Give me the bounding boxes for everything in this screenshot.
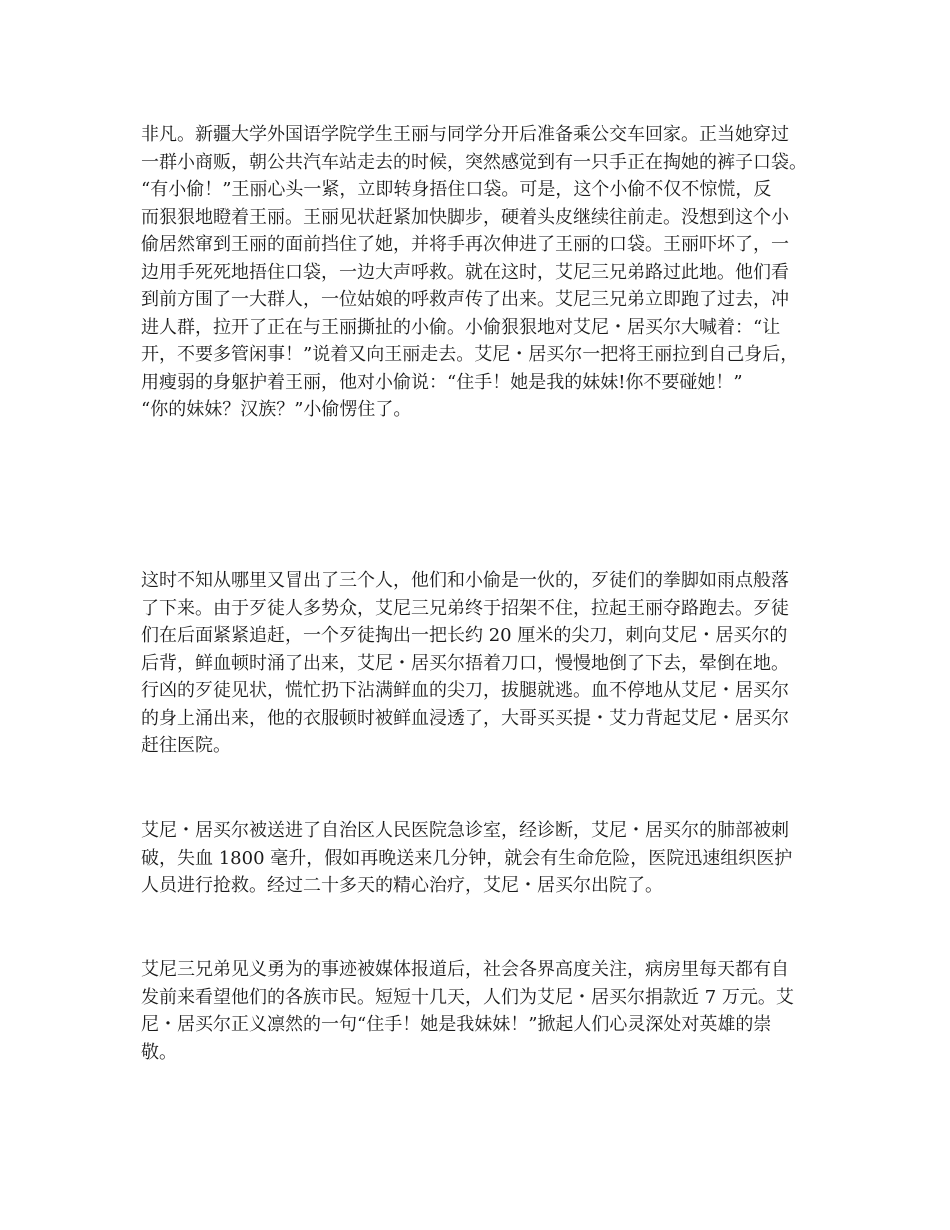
text-line: 赶往医院。 (141, 735, 231, 756)
text-line: “你的妹妹？汉族？”小偷愣住了。 (141, 399, 412, 420)
text-line: 偷居然窜到王丽的面前挡住了她，并将手再次伸进了王丽的口袋。王丽吓坏了，一 (141, 234, 789, 255)
text-line: 艾尼・居买尔被送进了自治区人民医院急诊室，经诊断，艾尼・居买尔的肺部被刺 (141, 820, 789, 841)
text-line: 了下来。由于歹徒人多势众，艾尼三兄弟终于招架不住，拉起王丽夺路跑去。歹徒 (141, 597, 789, 619)
text-line: 到前方围了一大群人，一位姑娘的呼救声传了出来。艾尼三兄弟立即跑了过去，冲 (141, 289, 789, 310)
paragraph-4 (141, 956, 831, 1066)
text-line: 的身上涌出来，他的衣服顿时被鲜血浸透了，大哥买买提・艾力背起艾尼・居买尔 (141, 707, 789, 729)
text-line: 敬。 (141, 1041, 177, 1063)
text-line: 而狠狠地瞪着王丽。王丽见状赶紧加快脚步，硬着头皮继续往前走。没想到这个小 (141, 206, 789, 228)
text-line: 进人群，拉开了正在与王丽撕扯的小偷。小偷狠狠地对艾尼・居买尔大喊着：“让 (141, 316, 781, 338)
text-line: 发前来看望他们的各族市民。短短十几天，人们为艾尼・居买尔捐款近 7 万元。艾 (141, 986, 794, 1008)
text-line: 开，不要多管闲事！”说着又向王丽走去。艾尼・居买尔一把将王丽拉到自己身后， (141, 344, 799, 365)
text-line: 用瘦弱的身躯护着王丽，他对小偷说：“住手！她是我的妹妹!你不要碰她！” (141, 371, 743, 393)
text-line: 尼・居买尔正义凛然的一句“住手！她是我妹妹！”掀起人们心灵深处对英雄的崇 (141, 1014, 772, 1035)
paragraph-3 (141, 817, 831, 900)
text-line: 非凡。新疆大学外国语学院学生王丽与同学分开后准备乘公交车回家。正当她穿过 (141, 124, 789, 145)
text-line: “有小偷！”王丽心头一紧，立即转身捂住口袋。可是，这个小偷不仅不惊慌，反 (141, 179, 772, 200)
text-line: 后背，鲜血顿时涌了出来，艾尼・居买尔捂着刀口，慢慢地倒了下去，晕倒在地。 (141, 652, 789, 674)
text-line: 一群小商贩，朝公共汽车站走去的时候，突然感觉到有一只手正在掏她的裤子口袋。 (141, 151, 807, 173)
text-line: 们在后面紧紧追赶，一个歹徒掏出一把长约 20 厘米的尖刀，刺向艾尼・居买尔的 (141, 625, 788, 646)
text-line: 艾尼三兄弟见义勇为的事迹被媒体报道后，社会各界高度关注，病房里每天都有自 (141, 959, 789, 980)
text-line: 这时不知从哪里又冒出了三个人，他们和小偷是一伙的，歹徒们的拳脚如雨点般落 (141, 570, 789, 591)
paragraph-1 (141, 121, 831, 424)
text-line: 人员进行抢救。经过二十多天的精心治疗，艾尼・居买尔出院了。 (141, 875, 663, 896)
text-line: 破，失血 1800 毫升，假如再晚送来几分钟，就会有生命危险，医院迅速组织医护 (141, 847, 793, 869)
paragraph-2 (141, 567, 831, 760)
text-line: 行凶的歹徒见状，慌忙扔下沾满鲜血的尖刀，拔腿就逃。血不停地从艾尼・居买尔 (141, 680, 789, 701)
text-line: 边用手死死地捂住口袋，一边大声呼救。就在这时，艾尼三兄弟路过此地。他们看 (141, 261, 789, 283)
